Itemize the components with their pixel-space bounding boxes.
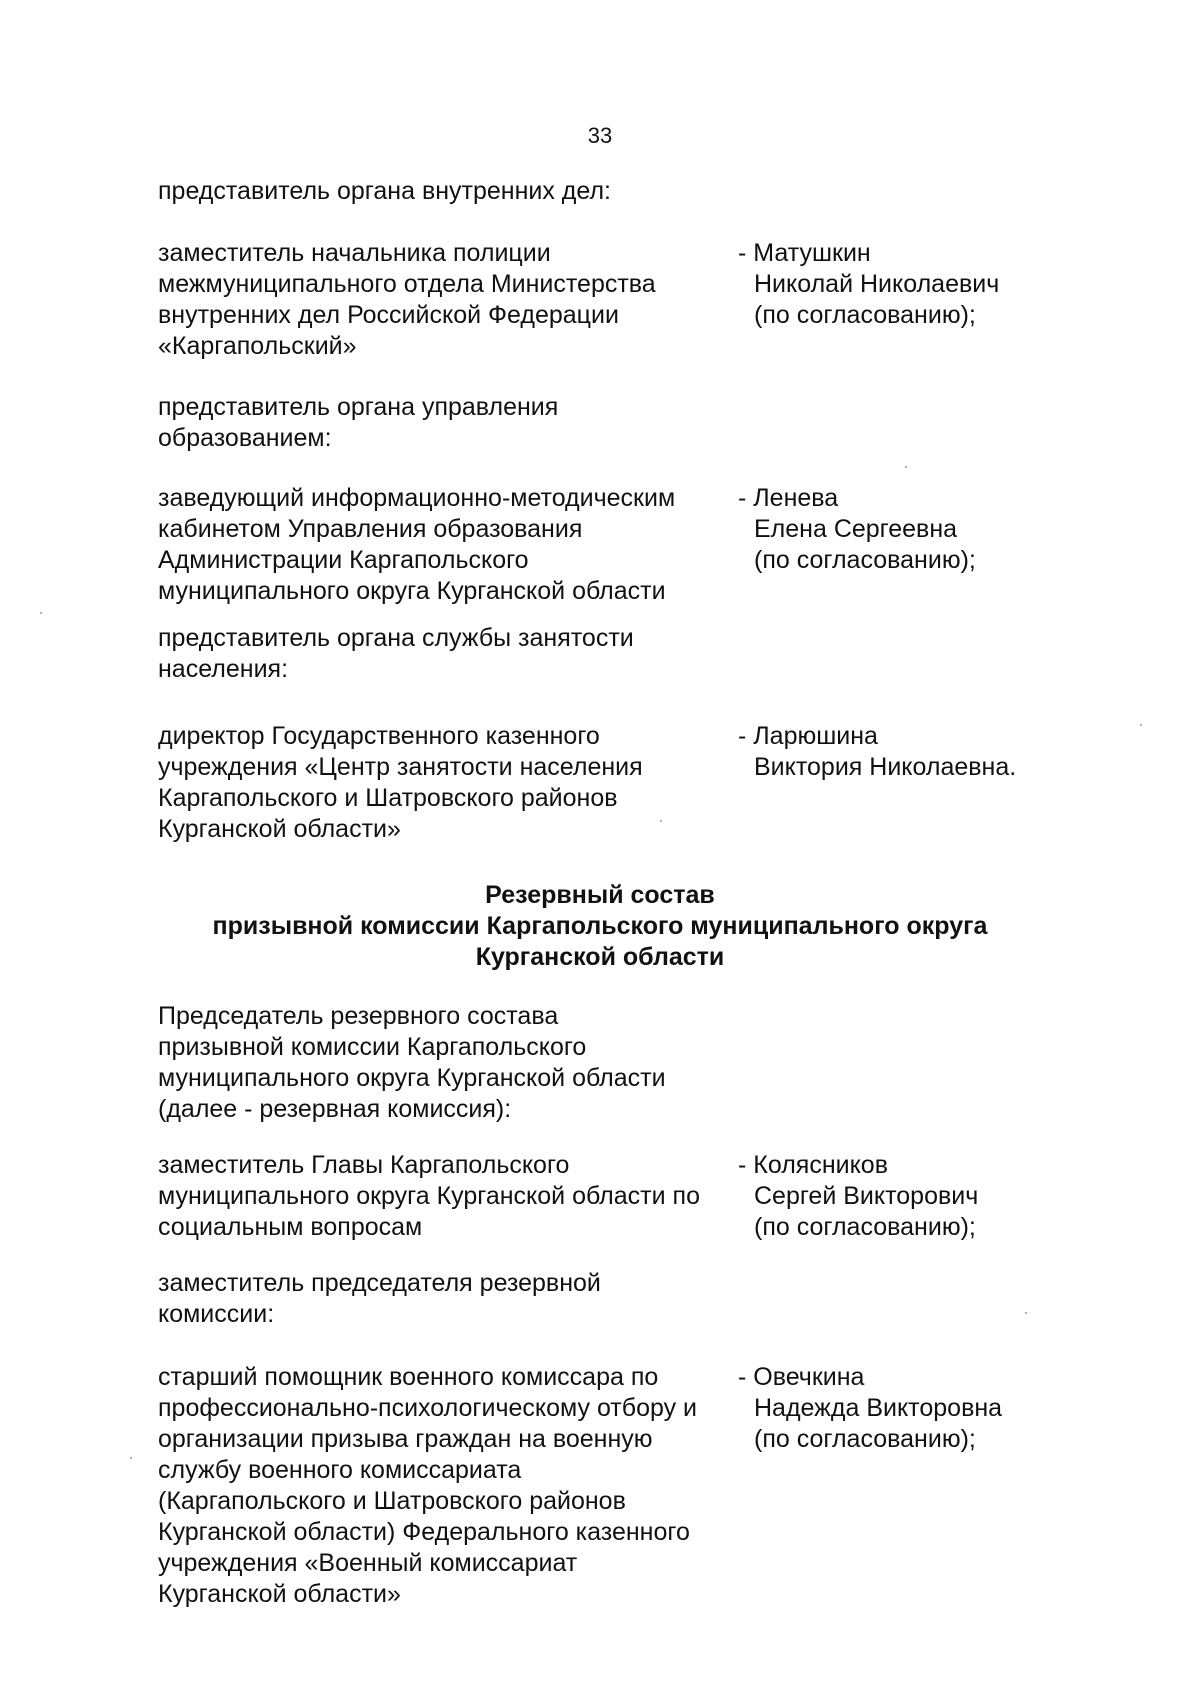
- reserve-deputy-label: [158, 1268, 728, 1330]
- section-label-line: населения:: [158, 655, 289, 683]
- section-label-internal-affairs: [158, 176, 728, 207]
- position-line: директор Государственного казенного: [158, 722, 600, 750]
- position-line: профессионально-психологическому отбору и: [158, 1394, 698, 1422]
- position-line: Администрации Каргапольского: [158, 546, 529, 574]
- scan-speck: [1140, 724, 1142, 726]
- position-line: муниципального округа Курганской области: [158, 577, 666, 605]
- heading-line: призывной комиссии Каргапольского муниципального округа: [212, 912, 988, 940]
- scan-speck: [130, 1457, 132, 1459]
- position-line: муниципального округа Курганской области по: [158, 1182, 700, 1210]
- section-label-line: образованием:: [158, 424, 332, 452]
- heading-line: Резервный состав: [485, 881, 715, 909]
- position-line: Курганской области) Федерального казенного: [158, 1518, 690, 1546]
- section-label-line: комиссии:: [158, 1300, 275, 1328]
- position-line: учреждения «Военный комиссариат: [158, 1549, 578, 1577]
- person-given-names: Николай Николаевич: [754, 270, 1000, 298]
- scan-speck: [905, 466, 907, 468]
- person-education: [738, 483, 1118, 576]
- person-note: (по согласованию);: [754, 1425, 976, 1453]
- person-surname: - Овечкина: [738, 1363, 865, 1391]
- section-label-line: муниципального округа Курганской области: [158, 1064, 666, 1092]
- position-line: организации призыва граждан на военную: [158, 1425, 653, 1453]
- scan-speck: [660, 820, 662, 822]
- position-line: старший помощник военного комиссара по: [158, 1363, 659, 1391]
- person-internal-affairs: [738, 238, 1118, 331]
- person-surname: - Матушкин: [738, 239, 871, 267]
- section-label-line: заместитель председателя резервной: [158, 1269, 601, 1297]
- reserve-deputy-position: [158, 1362, 728, 1610]
- person-note: (по согласованию);: [754, 546, 976, 574]
- position-line: внутренних дел Российской Федерации: [158, 301, 619, 329]
- person-surname: - Ленева: [738, 484, 839, 512]
- position-line: социальным вопросам: [158, 1213, 423, 1241]
- reserve-heading: [0, 880, 1200, 973]
- reserve-chair-person: [738, 1150, 1118, 1243]
- section-label-line: представитель органа внутренних дел:: [158, 177, 612, 205]
- position-line: Курганской области»: [158, 815, 401, 843]
- position-line: Курганской области»: [158, 1580, 401, 1608]
- person-note: (по согласованию);: [754, 1213, 976, 1241]
- heading-line: Курганской области: [475, 943, 725, 971]
- position-line: заместитель Главы Каргапольского: [158, 1151, 570, 1179]
- section-label-employment: [158, 623, 728, 685]
- reserve-deputy-person: [738, 1362, 1118, 1455]
- section-label-line: (далее - резервная комиссия):: [158, 1095, 512, 1123]
- page-number: 33: [587, 123, 613, 148]
- position-line: (Каргапольского и Шатровского районов: [158, 1487, 626, 1515]
- section-label-line: представитель органа управления: [158, 393, 559, 421]
- section-label-line: призывной комиссии Каргапольского: [158, 1033, 587, 1061]
- position-employment: [158, 721, 728, 845]
- position-line: кабинетом Управления образования: [158, 515, 583, 543]
- person-note: (по согласованию);: [754, 301, 976, 329]
- section-label-education: [158, 392, 728, 454]
- person-surname: - Колясников: [738, 1151, 888, 1179]
- scan-speck: [40, 612, 42, 614]
- person-given-names: Елена Сергеевна: [754, 515, 958, 543]
- reserve-chair-position: [158, 1150, 728, 1243]
- position-line: заместитель начальника полиции: [158, 239, 551, 267]
- position-line: межмуниципального отдела Министерства: [158, 270, 656, 298]
- position-line: службу военного комиссариата: [158, 1456, 522, 1484]
- position-line: «Каргапольский»: [158, 332, 357, 360]
- person-given-names: Сергей Викторович: [754, 1182, 979, 1210]
- person-given-names: Виктория Николаевна.: [754, 753, 1017, 781]
- position-internal-affairs: [158, 238, 728, 362]
- person-given-names: Надежда Викторовна: [754, 1394, 1003, 1422]
- section-label-line: Председатель резервного состава: [158, 1002, 559, 1030]
- reserve-chair-label: [158, 1001, 728, 1125]
- position-education: [158, 483, 728, 607]
- person-employment: [738, 721, 1118, 783]
- scan-speck: [1025, 1312, 1027, 1314]
- position-line: Каргапольского и Шатровского районов: [158, 784, 618, 812]
- position-line: учреждения «Центр занятости населения: [158, 753, 643, 781]
- section-label-line: представитель органа службы занятости: [158, 624, 634, 652]
- position-line: заведующий информационно-методическим: [158, 484, 676, 512]
- person-surname: - Ларюшина: [738, 722, 878, 750]
